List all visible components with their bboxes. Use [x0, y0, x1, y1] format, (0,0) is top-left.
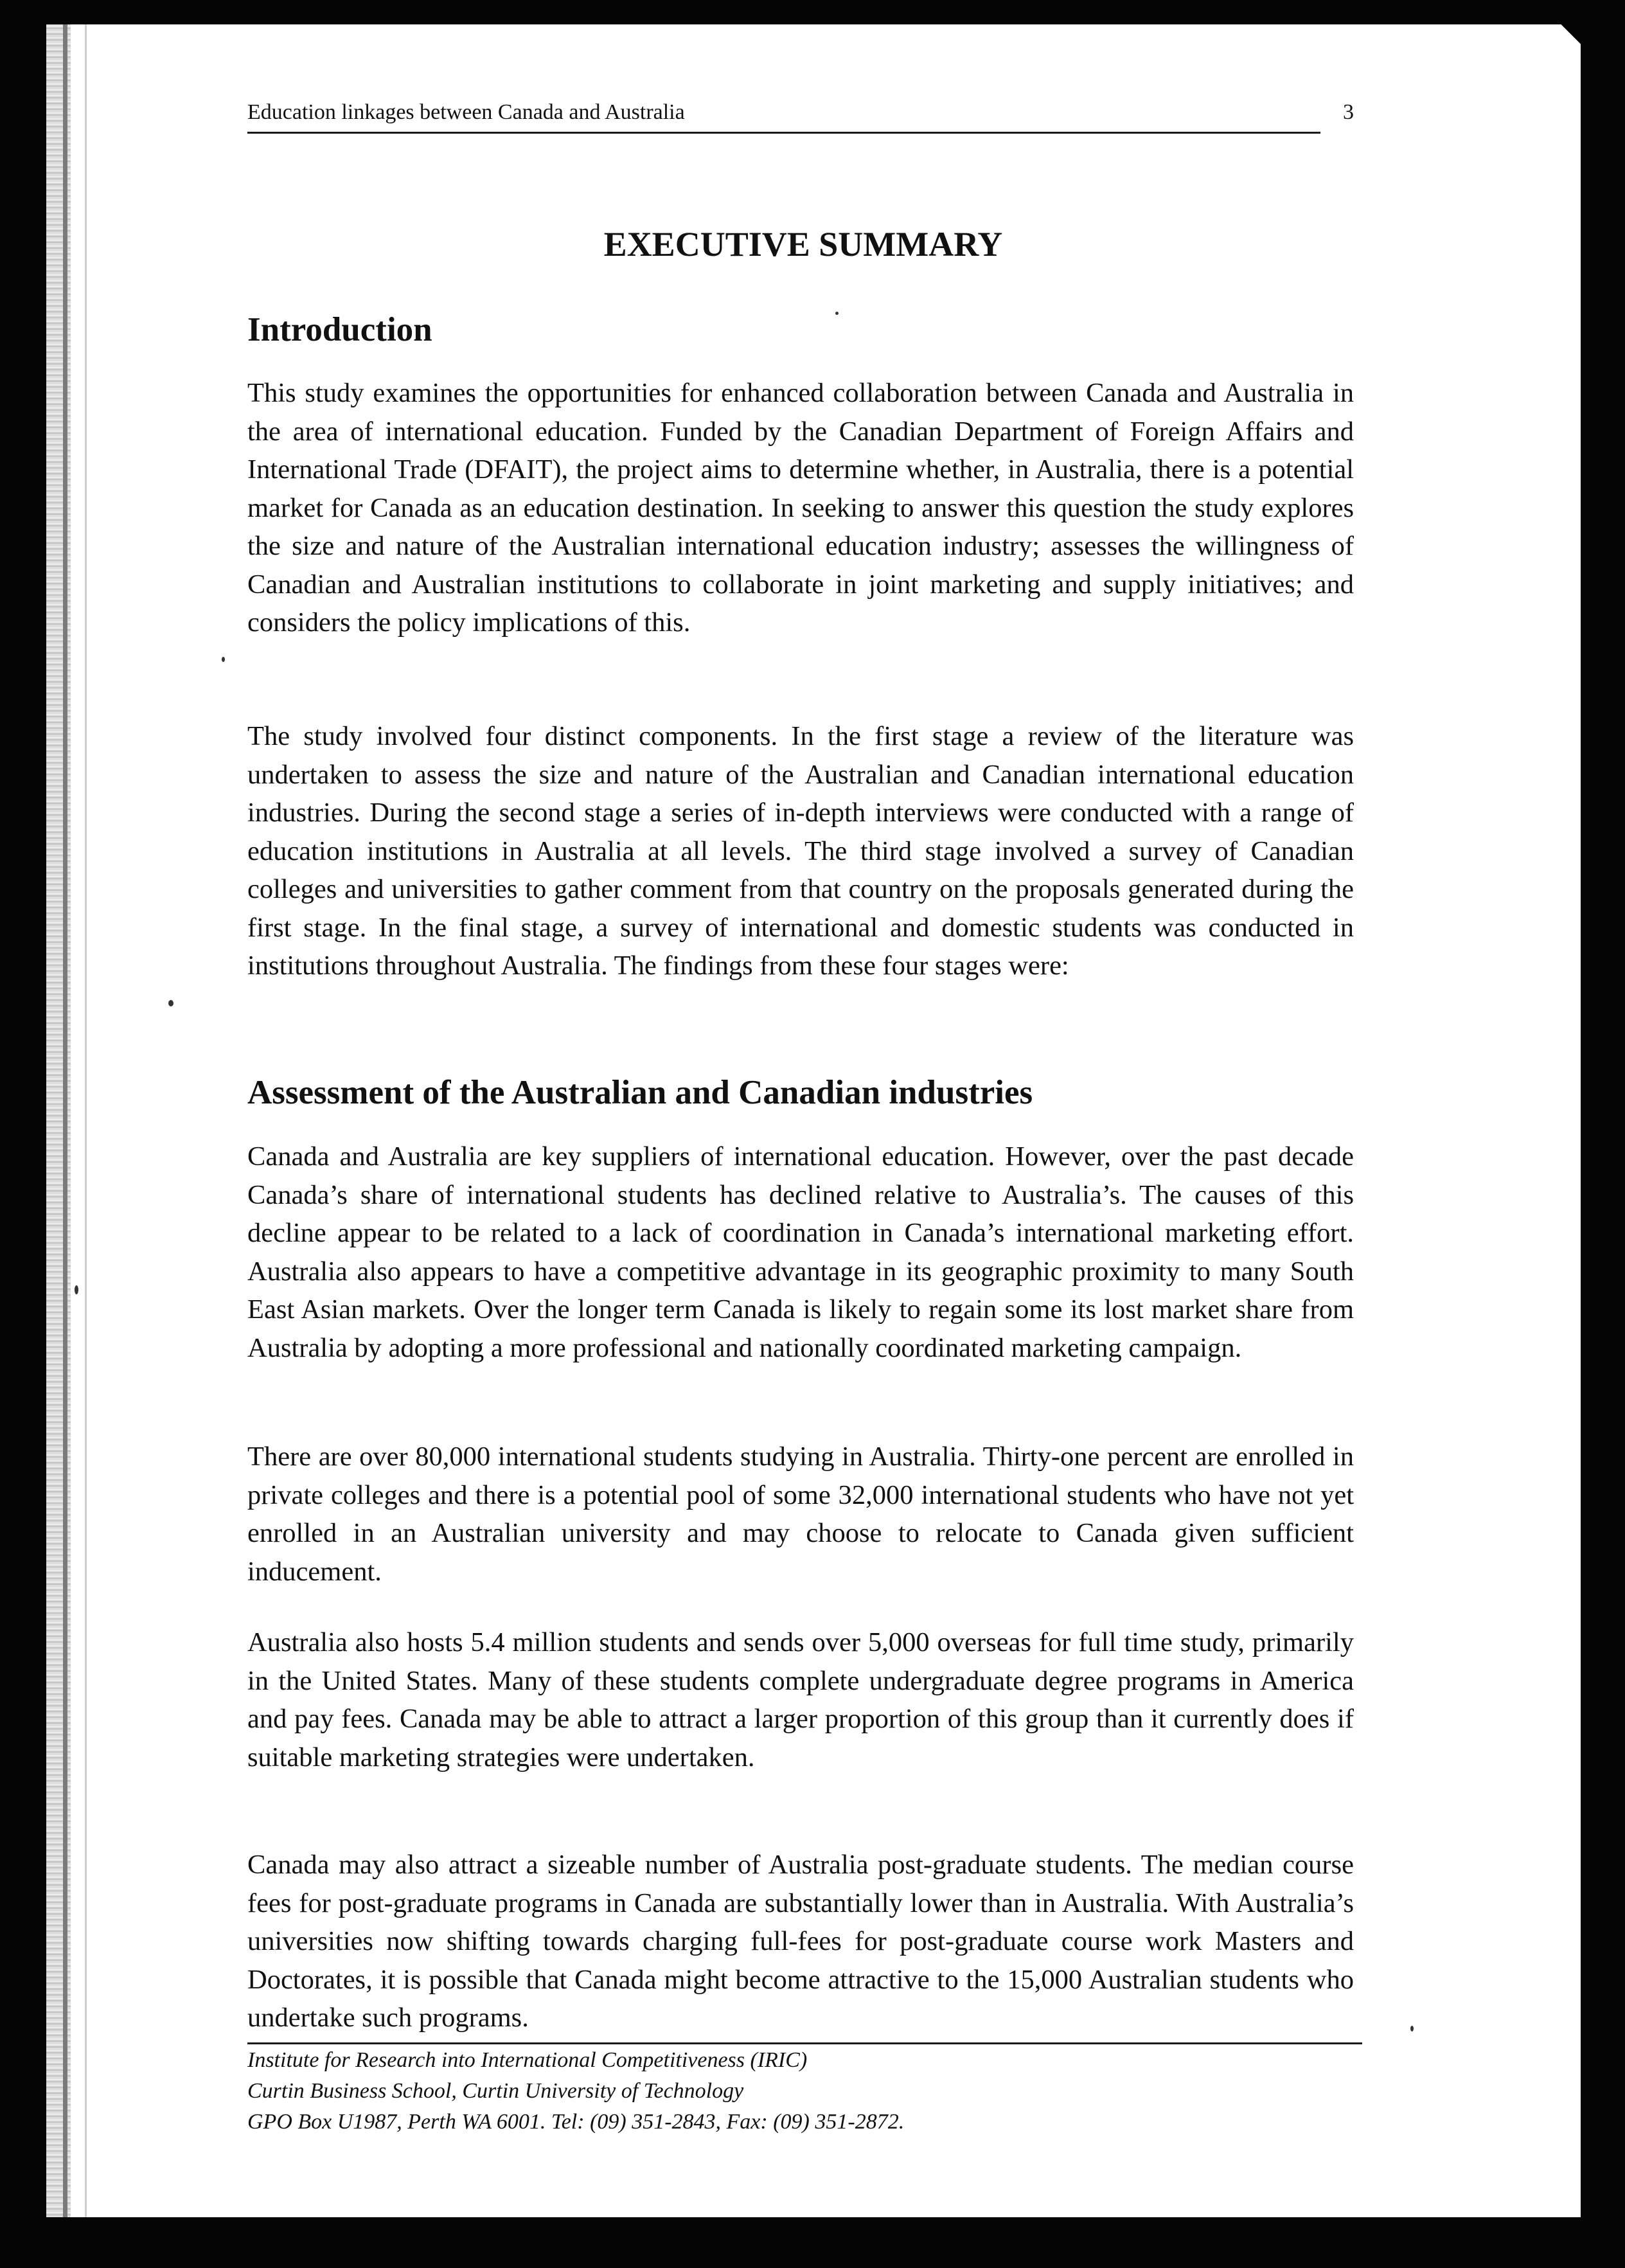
page-number: 3 [1343, 100, 1354, 124]
footer [247, 2045, 1362, 2138]
scan-border-bottom [0, 2217, 1625, 2268]
scan-corner [1561, 24, 1587, 63]
footer-rule [247, 2042, 1362, 2044]
binding-line-secondary [85, 24, 87, 2217]
footer-school: Curtin Business School, Curtin University of Technology [247, 2079, 744, 2103]
footer-institute: Institute for Research into International Competitiveness (IRIC) [247, 2048, 808, 2072]
paragraph: There are over 80,000 international students studying in Australia. Thirty-one percent are enrolled in private colleges and there is a potential pool of some 32,000 international students who have not yet enrolled in an Australian university and may choose to relocate to Canada given sufficient inducement. [247, 1442, 1354, 1587]
scan-speck [75, 1285, 78, 1294]
paragraph: Canada may also attract a sizeable number of Australia post-graduate students. The median course fees for post-graduate programs in Canada are substantially lower than in Australia. With Australia’s universities now shifting towards charging full-fees for post-graduate course work Masters and Doctorates, it is possible that Canada might become attractive to the 15,000 Australian students who undertake such programs. [247, 1850, 1354, 2033]
scan-border-top [0, 0, 1625, 24]
scan-speck [835, 312, 839, 315]
section-heading-introduction: Introduction [247, 311, 432, 348]
scan-border-right [1581, 0, 1625, 2268]
header-rule [247, 132, 1320, 134]
running-header [247, 96, 1359, 135]
section-heading-assessment: Assessment of the Australian and Canadian industries [247, 1074, 1033, 1111]
scan-speck [1410, 2026, 1414, 2031]
paragraph: Australia also hosts 5.4 million students and sends over 5,000 overseas for full time study, primarily in the United States. Many of these students complete undergraduate degree programs in America and pay fees. Canada may be able to attract a larger proportion of this group than it currently does if suitable marketing strategies were undertaken. [247, 1627, 1354, 1772]
running-title: Education linkages between Canada and Australia [247, 100, 685, 124]
paragraph: This study examines the opportunities for enhanced collaboration between Canada and Australia in the area of international education. Funded by the Canadian Department of Foreign Affairs and International Trade (DFAIT), the project aims to determine whether, in Australia, there is a potential market for Canada as an education destination. In seeking to answer this question the study explores the size and nature of the Australian international education industry; assesses the willingness of Canadian and Australian institutions to collaborate in joint marketing and supply initiatives; and considers the policy implications of this. [247, 378, 1354, 638]
scan-border-left [0, 0, 46, 2268]
paragraph: The study involved four distinct components. In the first stage a review of the literature was undertaken to assess the size and nature of the Australian and Canadian international education industries. During the second stage a series of in-depth interviews were conducted with a range of education institutions in Australia at all levels. The third stage involved a survey of Canadian colleges and universities to gather comment from that country on the proposals generated during the first stage. In the final stage, a survey of international and domestic students was conducted in institutions throughout Australia. The findings from these four stages were: [247, 721, 1354, 981]
page-title: EXECUTIVE SUMMARY [603, 225, 1003, 263]
scan-speck [168, 1000, 173, 1006]
paragraph: Canada and Australia are key suppliers of international education. However, over the past decade Canada’s share of international students has declined relative to Australia’s. The causes of this decline appear to be related to a lack of coordination in Canada’s international marketing effort. Australia also appears to have a competitive advantage in its geographic proximity to many South East Asian markets. Over the longer term Canada is likely to regain some its lost market share from Australia by adopting a more professional and nationally coordinated marketing campaign. [247, 1141, 1354, 1363]
binding-line [63, 24, 67, 2217]
footer-address: GPO Box U1987, Perth WA 6001. Tel: (09) 351-2843, Fax: (09) 351-2872. [247, 2110, 905, 2134]
scan-speck [222, 657, 225, 662]
